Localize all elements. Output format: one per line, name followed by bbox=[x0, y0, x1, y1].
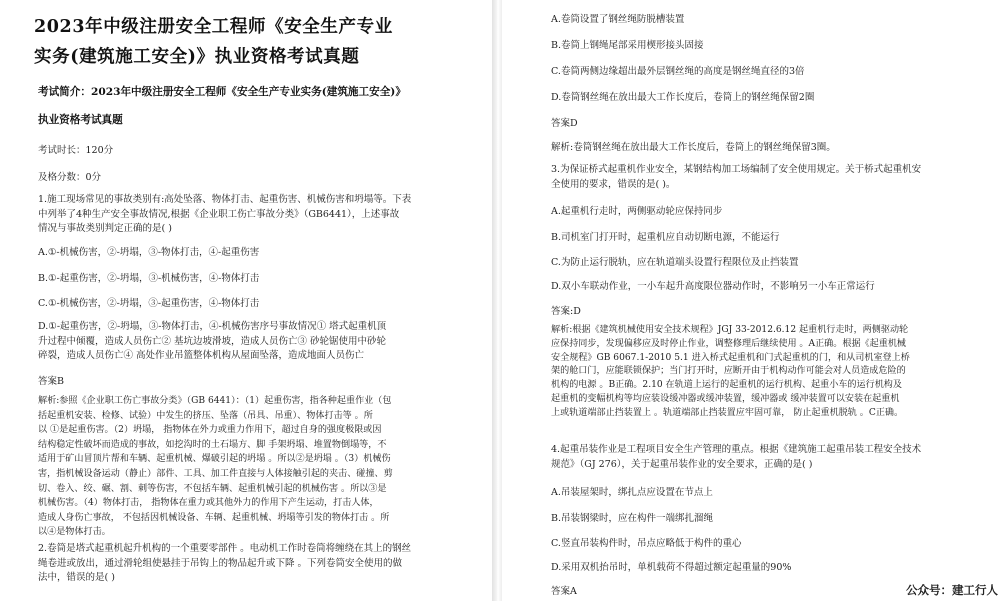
option-d-line: 碎裂，造成人员伤亡④ 高处作业吊篮整体机构从屋面坠落，造成地面人员伤亡 bbox=[38, 350, 365, 361]
question-4-answer: 答案A bbox=[551, 586, 577, 597]
question-1-option-d bbox=[38, 320, 386, 364]
question-2-option-a: A.卷筒设置了钢丝绳防脱槽装置 bbox=[551, 14, 685, 25]
question-1-answer: 答案B bbox=[38, 376, 64, 387]
analysis-line: 起重机的变幅机构等均应装设缓冲器或缓冲装置，缓冲器或 缓冲装置可以安装在起重机 bbox=[551, 393, 900, 404]
question-4-stem-line: 4.起重吊装作业是工程项目安全生产管理的重点。根据《建筑施工起重吊装工程安全技术 bbox=[551, 444, 922, 455]
document-title-line-1: 2023年中级注册安全工程师《安全生产专业 bbox=[34, 17, 393, 37]
question-4-option-c: C.竖直吊装构件时，吊点应略低于构件的重心 bbox=[551, 538, 742, 549]
question-4-option-a: A.吊装屋架时，绑扎点应设置在节点上 bbox=[551, 487, 713, 498]
analysis-line: 造成人身伤亡事故， 不包括因机械设备、车辆、起重机械、坍塌等引发的物体打击 。所 bbox=[38, 512, 390, 523]
analysis-line: 切、卷入、绞、碾、割、刺等伤害，不包括车辆、起重机械引起的机械伤害 。所以③是 bbox=[38, 483, 387, 494]
analysis-line: 括起重机安装、检修、试验）中发生的挤压、坠落（吊具、吊重）、物体打击等 。所 bbox=[38, 410, 373, 421]
question-3-option-c: C.为防止运行脱轨，应在轨道端头设置行程限位及止挡装置 bbox=[551, 257, 799, 268]
question-3-stem-line: 全使用的要求，错误的是( )。 bbox=[551, 178, 676, 190]
question-2-answer: 答案D bbox=[551, 118, 578, 129]
question-1-option-c: C.①-机械伤害，②-坍塌，③-起重伤害，④-物体打击 bbox=[38, 298, 260, 309]
analysis-line: 适用于矿山冒顶片帮和车辆、起重机械、爆破引起的坍塌 。所以②是坍塌 。（3）机械伤 bbox=[38, 454, 391, 465]
question-3-stem bbox=[551, 163, 921, 192]
question-2-stem-line: 法中，错误的是( ) bbox=[38, 572, 115, 583]
question-2-option-c: C.卷筒两侧边缘超出最外层钢丝绳的高度是钢丝绳直径的3倍 bbox=[551, 66, 805, 77]
analysis-line: 害，指机械设备运动（静止）部件、工具、加工件直接与人体接触引起的夹击、碰撞、剪 bbox=[38, 468, 393, 479]
question-3-analysis bbox=[551, 324, 910, 421]
question-1-stem-line: 中列举了4种生产安全事故情况,根据《企业职工伤亡事故分类》（GB6441），上述事故 bbox=[38, 208, 400, 220]
analysis-line: 机械伤害。（4）物体打击， 指物体在重力或其他外力的作用下产生运动，打击人体， bbox=[38, 498, 379, 509]
document-title-line-2: 实务(建筑施工安全)》执业资格考试真题 bbox=[34, 47, 360, 67]
right-page bbox=[502, 0, 1000, 601]
question-4-option-d: D.采用双机抬吊时，单机载荷不得超过额定起重量的90% bbox=[551, 562, 792, 573]
question-3-option-d: D.双小车联动作业，一小车起升高度限位器动作时，不影响另一小车正常运行 bbox=[551, 281, 875, 292]
analysis-line: 结构稳定性破坏而造成的事故，如挖沟时的土石塌方、脚 手架坍塌、堆置物倒塌等，不 bbox=[38, 439, 387, 450]
pass-score: 及格分数：0分 bbox=[38, 172, 102, 183]
analysis-line: 机构的电源 。B正确。2.10 在轨道上运行的起重机的运行机构、起重小车的运行机构及 bbox=[551, 380, 902, 391]
analysis-line: 上或轨道端部止挡装置上 。轨道端部止挡装置应牢固可靠， 防止起重机脱轨 。C正确。 bbox=[551, 407, 904, 418]
analysis-line: 安全规程》GB 6067.1-2010 5.1 进入桥式起重机和门式起重机的门，和从司机室登上桥 bbox=[551, 352, 910, 363]
exam-intro-line-2: 执业资格考试真题 bbox=[38, 114, 123, 126]
question-1-analysis bbox=[38, 394, 393, 540]
question-1-stem bbox=[38, 193, 411, 237]
question-3-option-b: B.司机室门打开时，起重机应自动切断电源，不能运行 bbox=[551, 232, 780, 243]
question-2-stem bbox=[38, 542, 411, 586]
question-2-stem-line: 2.卷筒是塔式起重机起升机构的一个重要零部件 。电动机工作时卷筒将缠绕在其上的钢丝 bbox=[38, 543, 412, 554]
question-4-option-b: B.吊装钢梁时，应在构件一端绑扎溜绳 bbox=[551, 513, 714, 524]
question-1-stem-line: 情况与事故类别判定正确的是( ) bbox=[38, 223, 172, 234]
question-1-stem-line: 1.施工现场常见的事故类别有:高处坠落、物体打击、起重伤害、机械伤害和坍塌等。下表 bbox=[38, 194, 412, 205]
question-2-stem-line: 绳卷进或放出，通过滑轮组使悬挂于吊钩上的物品起升或下降 。下列卷筒安全使用的做 bbox=[38, 557, 403, 569]
question-1-option-a: A.①-机械伤害，②-坍塌，③-物体打击，④-起重伤害 bbox=[38, 247, 260, 258]
question-2-option-d: D.卷筒钢丝绳在放出最大工作长度后，卷筒上的钢丝绳保留2圈 bbox=[551, 92, 815, 103]
option-d-line: D.①-起重伤害，②-坍塌，③-物体打击，④-机械伤害序号事故情况① 塔式起重机顶 bbox=[38, 321, 387, 332]
exam-duration: 考试时长：120分 bbox=[38, 145, 114, 156]
wechat-account-watermark: 公众号：建工行人 bbox=[906, 583, 998, 597]
analysis-line: 应保持同步，发现偏移应及时停止作业，调整修理后继续使用 。A正确。根据《起重机械 bbox=[551, 338, 907, 349]
question-3-stem-line: 3.为保证桥式起重机作业安全，某钢结构加工场编制了安全使用规定。关于桥式起重机安 bbox=[551, 164, 922, 175]
left-page bbox=[0, 0, 492, 601]
analysis-line: 以④是物体打击。 bbox=[38, 527, 111, 538]
analysis-line: 解析:参照《企业职工伤亡事故分类》（GB 6441）：（1）起重伤害，指各种起重作业（包 bbox=[38, 396, 392, 406]
question-4-stem bbox=[551, 443, 921, 472]
question-2-analysis: 解析:卷筒钢丝绳在放出最大工作长度后，卷筒上的钢丝绳保留3圈。 bbox=[551, 142, 836, 153]
analysis-line: 解析:根据《建筑机械使用安全技术规程》JGJ 33-2012.6.12 起重机行走时，两侧驱动轮 bbox=[551, 325, 909, 335]
question-4-stem-line: 规范》（GJ 276），关于起重吊装作业的安全要求，正确的是( ) bbox=[551, 458, 813, 470]
option-d-line: 升过程中倾覆，造成人员伤亡② 基坑边坡滑坡，造成人员伤亡③ 砂轮锯使用中砂轮 bbox=[38, 335, 387, 347]
analysis-line: 架的舱口门，应能联锁保护；当门打开时，应断开由于机构动作可能会对人员造成危险的 bbox=[551, 366, 906, 377]
question-1-option-b: B.①-起重伤害，②-坍塌，③-机械伤害，④-物体打击 bbox=[38, 273, 260, 284]
question-2-option-b: B.卷筒上钢绳尾部采用楔形接头固接 bbox=[551, 40, 704, 51]
exam-intro-line-1: 考试简介：2023年中级注册安全工程师《安全生产专业实务(建筑施工安全)》 bbox=[38, 86, 406, 98]
question-3-option-a: A.起重机行走时，两侧驱动轮应保持同步 bbox=[551, 206, 723, 217]
page-gutter bbox=[492, 0, 502, 601]
question-3-answer: 答案:D bbox=[551, 306, 581, 317]
analysis-line: 以 ①是起重伤害。（2）坍塌， 指物体在外力或重力作用下，超过自身的强度极限或因 bbox=[38, 425, 382, 436]
